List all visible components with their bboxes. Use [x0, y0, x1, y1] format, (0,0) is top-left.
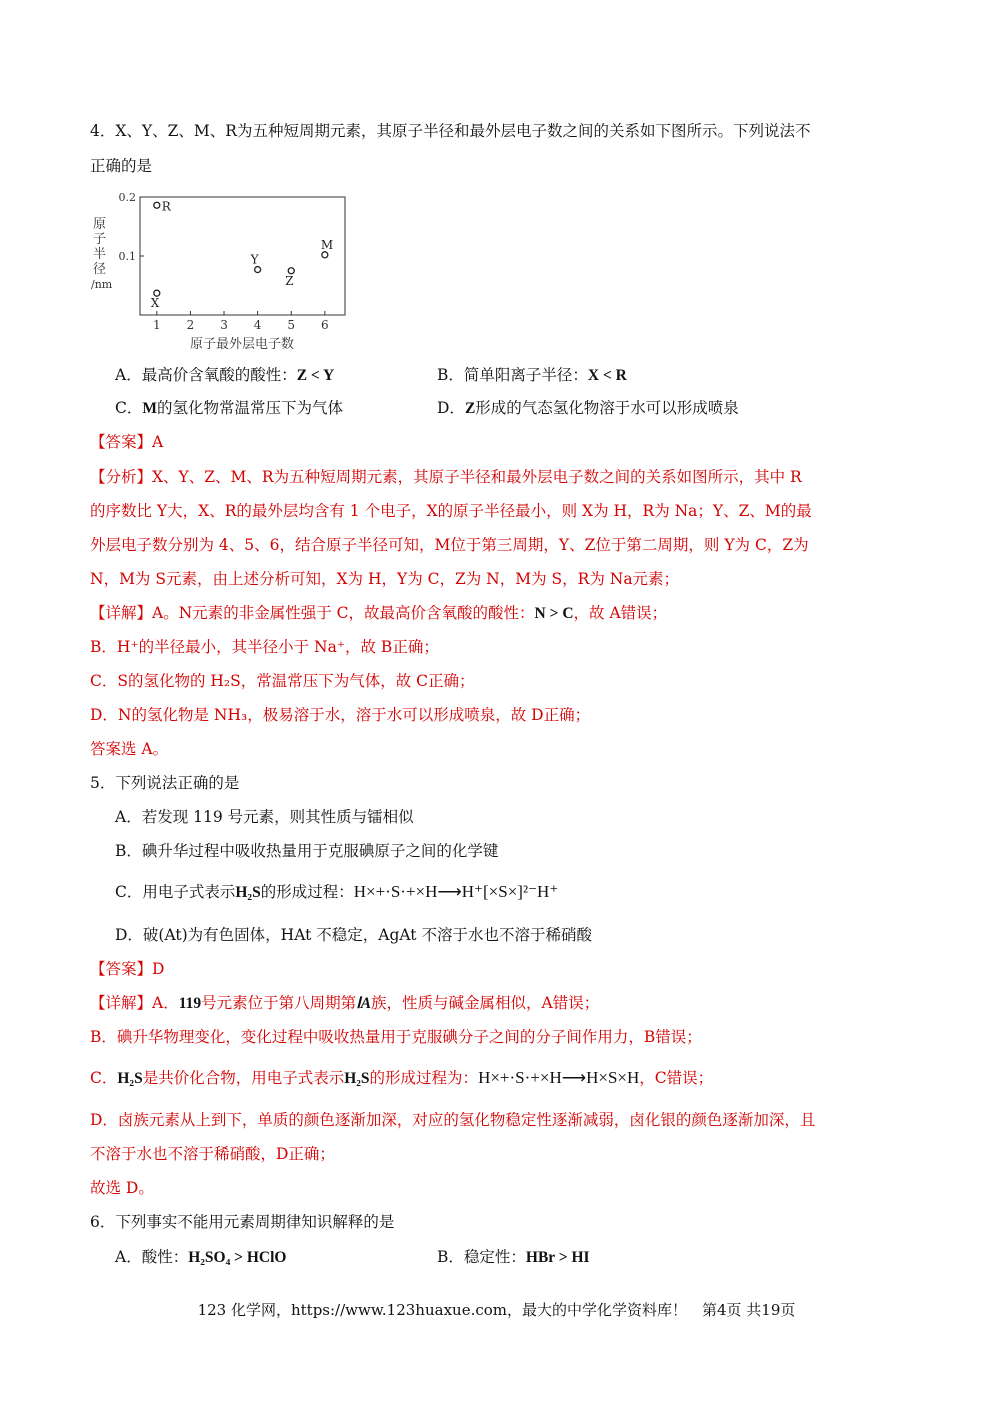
x-axis-label: 原子最外层电子数: [189, 337, 295, 352]
q5-option-d: D．破(At)为有色固体，HAt 不稳定，AgAt 不溶于水也不溶于稀硝酸: [115, 926, 592, 944]
q4-analysis-1: 【分析】X、Y、Z、M、R为五种短周期元素，其原子半径和最外层电子数之间的关系如图所示，其中 R: [90, 468, 802, 486]
data-point-label-Z: Z: [285, 273, 294, 288]
q5-detail-c-equation: H×+·S·+×H⟶H×S×H: [478, 1068, 640, 1087]
data-point-label-R: R: [161, 199, 171, 214]
q4-stem-line2: 正确的是: [90, 157, 153, 175]
x-tick-label: 3: [220, 318, 228, 332]
q5-detail-a: 【详解】A．119号元素位于第八周期第ⅠA族，性质与碱金属相似，A错误；: [90, 994, 600, 1012]
q4-analysis-4: N，M为 S元素，由上述分析可知，X为 H，Y为 C，Z为 N，M为 S，R为 Na元素；: [90, 570, 680, 588]
q5-detail-d-1: D．卤族元素从上到下，单质的颜色逐渐加深，对应的氢化物稳定性逐渐减弱，卤化银的颜色逐渐加深，且: [90, 1111, 816, 1129]
data-point-R: [154, 202, 160, 208]
q5-select: 故选 D。: [90, 1179, 154, 1197]
q4-option-d: D．Z形成的气态氢化物溶于水可以形成喷泉: [437, 399, 739, 417]
x-tick-label: 4: [253, 318, 262, 332]
data-point-label-X: X: [150, 296, 160, 311]
x-tick-label: 5: [287, 318, 296, 332]
q5-option-c-equation: H×+·S·+×H⟶H⁺[×S×]²⁻H⁺: [353, 882, 559, 901]
y-axis-label: 原子半径/nm: [91, 217, 113, 291]
q4-analysis-3: 外层电子数分别为 4、5、6，结合原子半径可知，M位于第三周期，Y、Z位于第二周期，则 Y为 C，Z为: [90, 536, 809, 554]
q5-option-b: B．碘升华过程中吸收热量用于克服碘原子之间的化学键: [115, 842, 499, 860]
q6-stem: 6．下列事实不能用元素周期律知识解释的是: [90, 1213, 395, 1231]
q6-option-a: A．酸性：H₂SO₄ > HClO: [115, 1248, 287, 1266]
q4-option-b: B．简单阳离子半径：X < R: [437, 366, 627, 384]
radius-chart: [88, 188, 358, 354]
q5-option-a: A．若发现 119 号元素，则其性质与镭相似: [115, 808, 414, 826]
plot-frame: [140, 197, 345, 315]
q4-select: 答案选 A。: [90, 740, 169, 758]
y-tick-label: 0.2: [118, 191, 136, 204]
y-tick-label: 0.1: [118, 250, 136, 263]
data-point-M: [322, 252, 328, 258]
q5-detail-c: C．H₂S是共价化合物，用电子式表示H₂S的形成过程为：H×+·S·+×H⟶H×S×H，C错误；: [90, 1068, 714, 1087]
q6-option-b: B．稳定性：HBr > HI: [437, 1248, 590, 1266]
x-tick-label: 6: [321, 318, 329, 332]
q4-answer: 【答案】A: [90, 433, 164, 451]
q5-detail-d-2: 不溶于水也不溶于稀硝酸，D正确；: [90, 1145, 335, 1163]
q4-option-c: C．M的氢化物常温常压下为气体: [115, 399, 344, 417]
q4-detail-d: D．N的氢化物是 NH₃，极易溶于水，溶于水可以形成喷泉，故 D正确；: [90, 706, 591, 724]
x-tick-label: 2: [186, 318, 195, 332]
data-point-label-M: M: [320, 237, 334, 252]
q4-analysis-2: 的序数比 Y大，X、R的最外层均含有 1 个电子，X的原子半径最小，则 X为 H，R为 Na；Y、Z、M的最: [90, 502, 812, 520]
q5-detail-b: B．碘升华物理变化，变化过程中吸收热量用于克服碘分子之间的分子间作用力，B错误；: [90, 1028, 702, 1046]
q5-option-c: C．用电子式表示H₂S的形成过程：H×+·S·+×H⟶H⁺[×S×]²⁻H⁺: [115, 882, 559, 901]
page-footer: 123 化学网，https://www.123huaxue.com，最大的中学化学资料库！ 第4页 共19页: [197, 1301, 796, 1319]
q4-option-a: A．最高价含氧酸的酸性：Z < Y: [115, 366, 335, 384]
q5-answer: 【答案】D: [90, 960, 165, 978]
q5-stem: 5．下列说法正确的是: [90, 774, 240, 792]
data-point-Y: [255, 267, 261, 273]
q4-stem-line1: 4．X、Y、Z、M、R为五种短周期元素，其原子半径和最外层电子数之间的关系如下图所示。下列说法不: [90, 122, 811, 140]
x-tick-label: 1: [152, 318, 161, 332]
q4-detail-a: 【详解】A。N元素的非金属性强于 C，故最高价含氧酸的酸性：N > C，故 A错误；: [90, 604, 668, 622]
q4-detail-b: B．H⁺的半径最小，其半径小于 Na⁺，故 B正确；: [90, 638, 439, 656]
data-point-label-Y: Y: [250, 252, 259, 267]
q4-detail-c: C．S的氢化物的 H₂S，常温常压下为气体，故 C正确；: [90, 672, 475, 690]
